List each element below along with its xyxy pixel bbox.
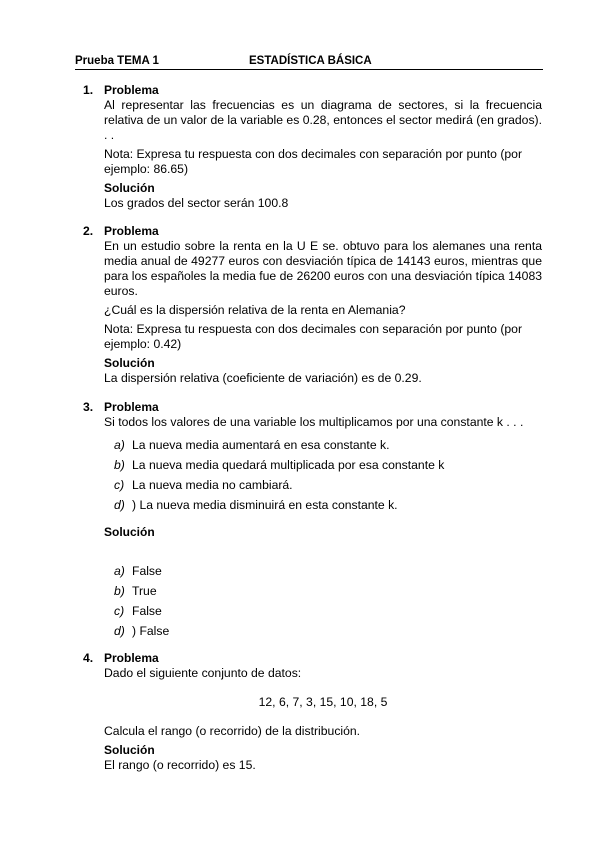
problem-question: Calcula el rango (o recorrido) de la distribución. <box>104 724 361 738</box>
problem-question: ¿Cuál es la dispersión relativa de la renta en Alemania? <box>104 303 406 317</box>
solution-title: Solución <box>104 356 155 370</box>
option-item: d) ) La nueva media disminuirá en esta constante k. <box>114 498 398 512</box>
problem-title: Problema <box>104 400 159 414</box>
solution-text: La dispersión relativa (coeficiente de variación) es de 0.29. <box>104 371 422 385</box>
problem-note: Nota: Expresa tu respuesta con dos decimales con separación por punto (por ejemplo: 86.65) <box>104 147 522 176</box>
problem-1 <box>83 83 542 211</box>
problem-title: Problema <box>104 651 159 665</box>
option-item: b) La nueva media quedará multiplicada por esa constante k <box>114 458 445 472</box>
options-list <box>104 438 542 513</box>
problem-number: 4. <box>83 651 94 665</box>
problem-number: 2. <box>83 224 94 238</box>
problem-statement: Al representar las frecuencias es un diagrama de sectores, si la frecuencia relativa de un valor de la variable es 0.28, entonces el sector medirá (en grados). . . <box>104 98 542 142</box>
problem-title: Problema <box>104 83 159 97</box>
page-header <box>75 55 543 70</box>
problem-4 <box>83 651 542 773</box>
problem-3 <box>83 400 542 639</box>
solution-text: Los grados del sector serán 100.8 <box>104 196 289 210</box>
problem-2 <box>83 224 542 386</box>
answer-item: c) False <box>114 604 162 618</box>
header-subject: ESTADÍSTICA BÁSICA <box>249 55 372 67</box>
problem-title: Problema <box>104 224 159 238</box>
solution-title: Solución <box>104 525 155 539</box>
answer-item: b) True <box>114 584 157 598</box>
answers-list <box>104 564 542 639</box>
data-set: 12, 6, 7, 3, 15, 10, 18, 5 <box>258 695 388 709</box>
answer-item: d) ) False <box>114 624 170 638</box>
solution-text: El rango (o recorrido) es 15. <box>104 758 256 772</box>
problem-number: 3. <box>83 400 94 414</box>
solution-title: Solución <box>104 181 155 195</box>
answer-item: a) False <box>114 564 162 578</box>
problem-note: Nota: Expresa tu respuesta con dos decimales con separación por punto (por ejemplo: 0.42) <box>104 322 522 351</box>
problem-statement: Dado el siguiente conjunto de datos: <box>104 666 302 680</box>
option-item: c) La nueva media no cambiará. <box>114 478 293 492</box>
solution-title: Solución <box>104 743 155 757</box>
problem-statement: En un estudio sobre la renta en la U E se. obtuvo para los alemanes una renta media anual de 49277 euros con desviación típica de 14143 euros, mientras que para los españoles la media fue de 26200 euros con una desviación típica 14083 euros. <box>104 239 542 298</box>
problem-number: 1. <box>83 83 94 97</box>
header-title: Prueba TEMA 1 <box>75 55 159 67</box>
problem-statement: Si todos los valores de una variable los multiplicamos por una constante k . . . <box>104 415 524 429</box>
option-item: a) La nueva media aumentará en esa constante k. <box>114 438 390 452</box>
